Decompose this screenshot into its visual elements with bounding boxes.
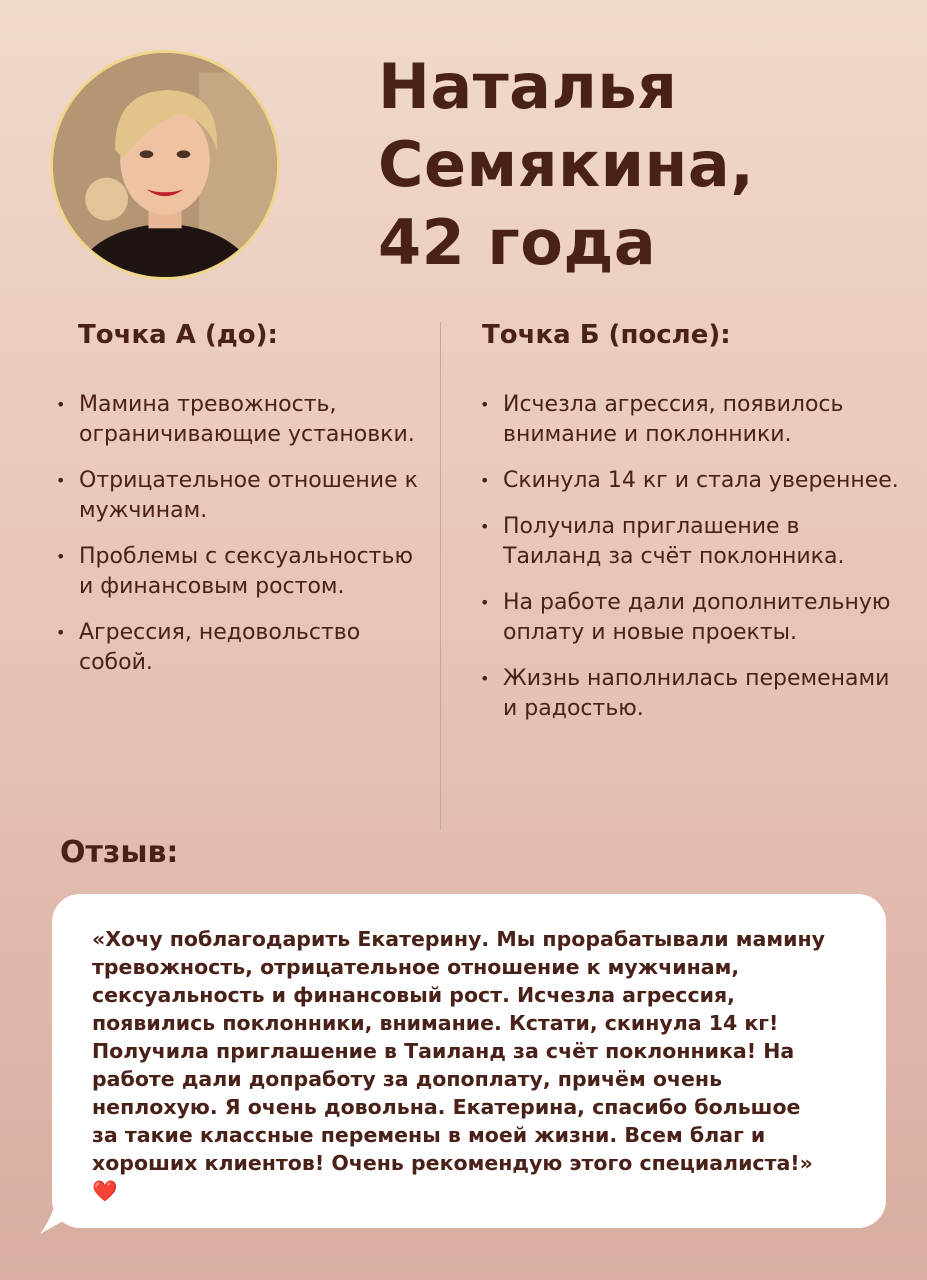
- list-item: • Мамина тревожность, ограничивающие установки.: [56, 390, 426, 450]
- heart-icon: ❤️: [92, 1179, 118, 1203]
- list-item: • Проблемы с сексуальностью и финансовым ростом.: [56, 542, 426, 602]
- list-item: • Скинула 14 кг и стала увереннее.: [480, 466, 900, 496]
- before-list: [56, 390, 426, 694]
- after-list: [480, 390, 900, 740]
- list-item: • Агрессия, недовольство собой.: [56, 618, 426, 678]
- list-item: • На работе дали дополнительную оплату и новые проекты.: [480, 588, 900, 648]
- name-last: Семякина,: [378, 128, 755, 201]
- after-title: Точка Б (после):: [482, 320, 731, 350]
- before-title: Точка А (до):: [78, 320, 278, 350]
- avatar: [50, 50, 280, 280]
- list-item: • Получила приглашение в Таиланд за счёт поклонника.: [480, 512, 900, 572]
- name-first: Наталья: [378, 50, 678, 123]
- list-item: • Отрицательное отношение к мужчинам.: [56, 466, 426, 526]
- review-body: «Хочу поблагодарить Екатерину. Мы прорабатывали мамину тревожность, отрицательное отношение к мужчинам, сексуальность и финансовый рост. Исчезла агрессия, появились поклонники, внимание. Кстати, скинула 14 кг! Получила приглашение в Таиланд за счёт поклонника! На работе дали допработу за допоплату, причём очень неплохую. Я очень довольна. Екатерина, спасибо большое за такие классные перемены в моей жизни. Всем благ и хороших клиентов! Очень рекомендую этого специалиста!»: [92, 927, 825, 1175]
- review-title: Отзыв:: [60, 835, 179, 870]
- age: 42 года: [378, 206, 657, 279]
- review-text: [92, 925, 832, 1205]
- portrait-image: [53, 53, 277, 277]
- column-divider: [440, 322, 441, 830]
- person-name: [378, 48, 754, 282]
- list-item: • Жизнь наполнилась переменами и радостью.: [480, 664, 900, 724]
- list-item: • Исчезла агрессия, появилось внимание и поклонники.: [480, 390, 900, 450]
